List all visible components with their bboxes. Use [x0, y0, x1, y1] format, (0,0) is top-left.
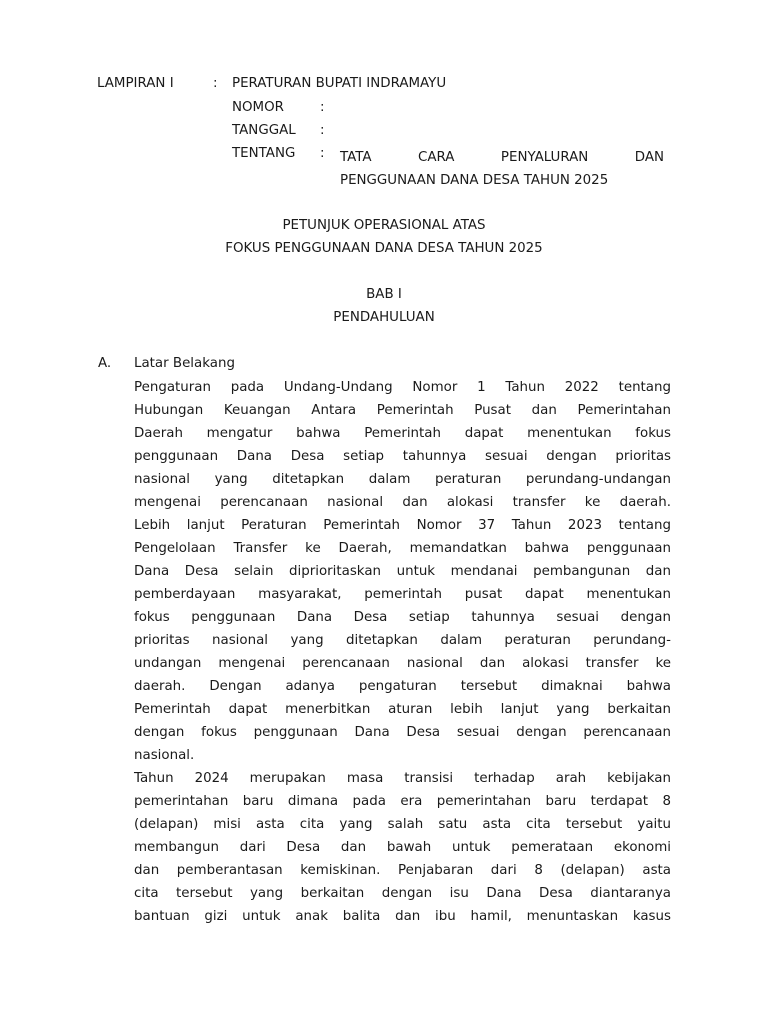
- document-title-line-2: FOKUS PENGGUNAAN DANA DESA TAHUN 2025: [225, 241, 543, 256]
- body-line: prioritas nasional yang ditetapkan dalam peraturan perundang-: [134, 633, 671, 648]
- about-text-line-1: [340, 150, 664, 165]
- body-line: nasional.: [134, 748, 195, 763]
- body-line: membangun dari Desa dan bawah untuk pemerataan ekonomi: [134, 840, 671, 855]
- body-line: pemerintahan baru dimana pada era pemerintahan baru terdapat 8: [134, 794, 671, 809]
- about-word: DAN: [634, 150, 665, 165]
- chapter-number: BAB I: [366, 287, 402, 302]
- chapter-name: PENDAHULUAN: [333, 310, 435, 325]
- body-line: Pengaturan pada Undang-Undang Nomor 1 Tahun 2022 tentang: [134, 380, 671, 395]
- about-text-line-2: PENGGUNAAN DANA DESA TAHUN 2025: [340, 173, 609, 188]
- section-title: Latar Belakang: [134, 356, 235, 371]
- attachment-label: LAMPIRAN I: [97, 76, 174, 91]
- about-colon: :: [320, 146, 325, 161]
- body-line: dan pemberantasan kemiskinan. Penjabaran dari 8 (delapan) asta: [134, 863, 671, 878]
- document-title-line-1: PETUNJUK OPERASIONAL ATAS: [282, 218, 486, 233]
- body-line: fokus penggunaan Dana Desa setiap tahunnya sesuai dengan: [134, 610, 671, 625]
- regulation-title: PERATURAN BUPATI INDRAMAYU: [232, 76, 447, 91]
- body-line: cita tersebut yang berkaitan dengan isu Dana Desa diantaranya: [134, 886, 671, 901]
- body-line: Hubungan Keuangan Antara Pemerintah Pusat dan Pemerintahan: [134, 403, 671, 418]
- body-line: Lebih lanjut Peraturan Pemerintah Nomor 37 Tahun 2023 tentang: [134, 518, 671, 533]
- body-line: penggunaan Dana Desa setiap tahunnya sesuai dengan prioritas: [134, 449, 671, 464]
- body-line: daerah. Dengan adanya pengaturan tersebut dimaknai bahwa: [134, 679, 671, 694]
- body-line: mengenai perencanaan nasional dan alokasi transfer ke daerah.: [134, 495, 671, 510]
- section-letter: A.: [98, 356, 112, 371]
- body-line: Tahun 2024 merupakan masa transisi terhadap arah kebijakan: [134, 771, 671, 786]
- body-line: Dana Desa selain diprioritaskan untuk mendanai pembangunan dan: [134, 564, 671, 579]
- body-line: (delapan) misi asta cita yang salah satu asta cita tersebut yaitu: [134, 817, 671, 832]
- about-label: TENTANG: [232, 146, 296, 161]
- attachment-colon: :: [213, 76, 218, 91]
- about-word: CARA: [418, 150, 455, 165]
- body-line: Pemerintah dapat menerbitkan aturan lebih lanjut yang berkaitan: [134, 702, 671, 717]
- body-line: Daerah mengatur bahwa Pemerintah dapat menentukan fokus: [134, 426, 671, 441]
- body-line: undangan mengenai perencanaan nasional dan alokasi transfer ke: [134, 656, 671, 671]
- number-colon: :: [320, 100, 325, 115]
- body-line: bantuan gizi untuk anak balita dan ibu hamil, menuntaskan kasus: [134, 909, 671, 924]
- body-line: nasional yang ditetapkan dalam peraturan perundang-undangan: [134, 472, 671, 487]
- number-label: NOMOR: [232, 100, 284, 115]
- section-body: [134, 376, 671, 928]
- date-label: TANGGAL: [232, 123, 296, 138]
- body-line: Pengelolaan Transfer ke Daerah, memandatkan bahwa penggunaan: [134, 541, 671, 556]
- about-word: PENYALURAN: [500, 150, 589, 165]
- date-colon: :: [320, 123, 325, 138]
- body-line: pemberdayaan masyarakat, pemerintah pusat dapat menentukan: [134, 587, 671, 602]
- body-line: dengan fokus penggunaan Dana Desa sesuai dengan perencanaan: [134, 725, 671, 740]
- about-word: TATA: [340, 150, 372, 165]
